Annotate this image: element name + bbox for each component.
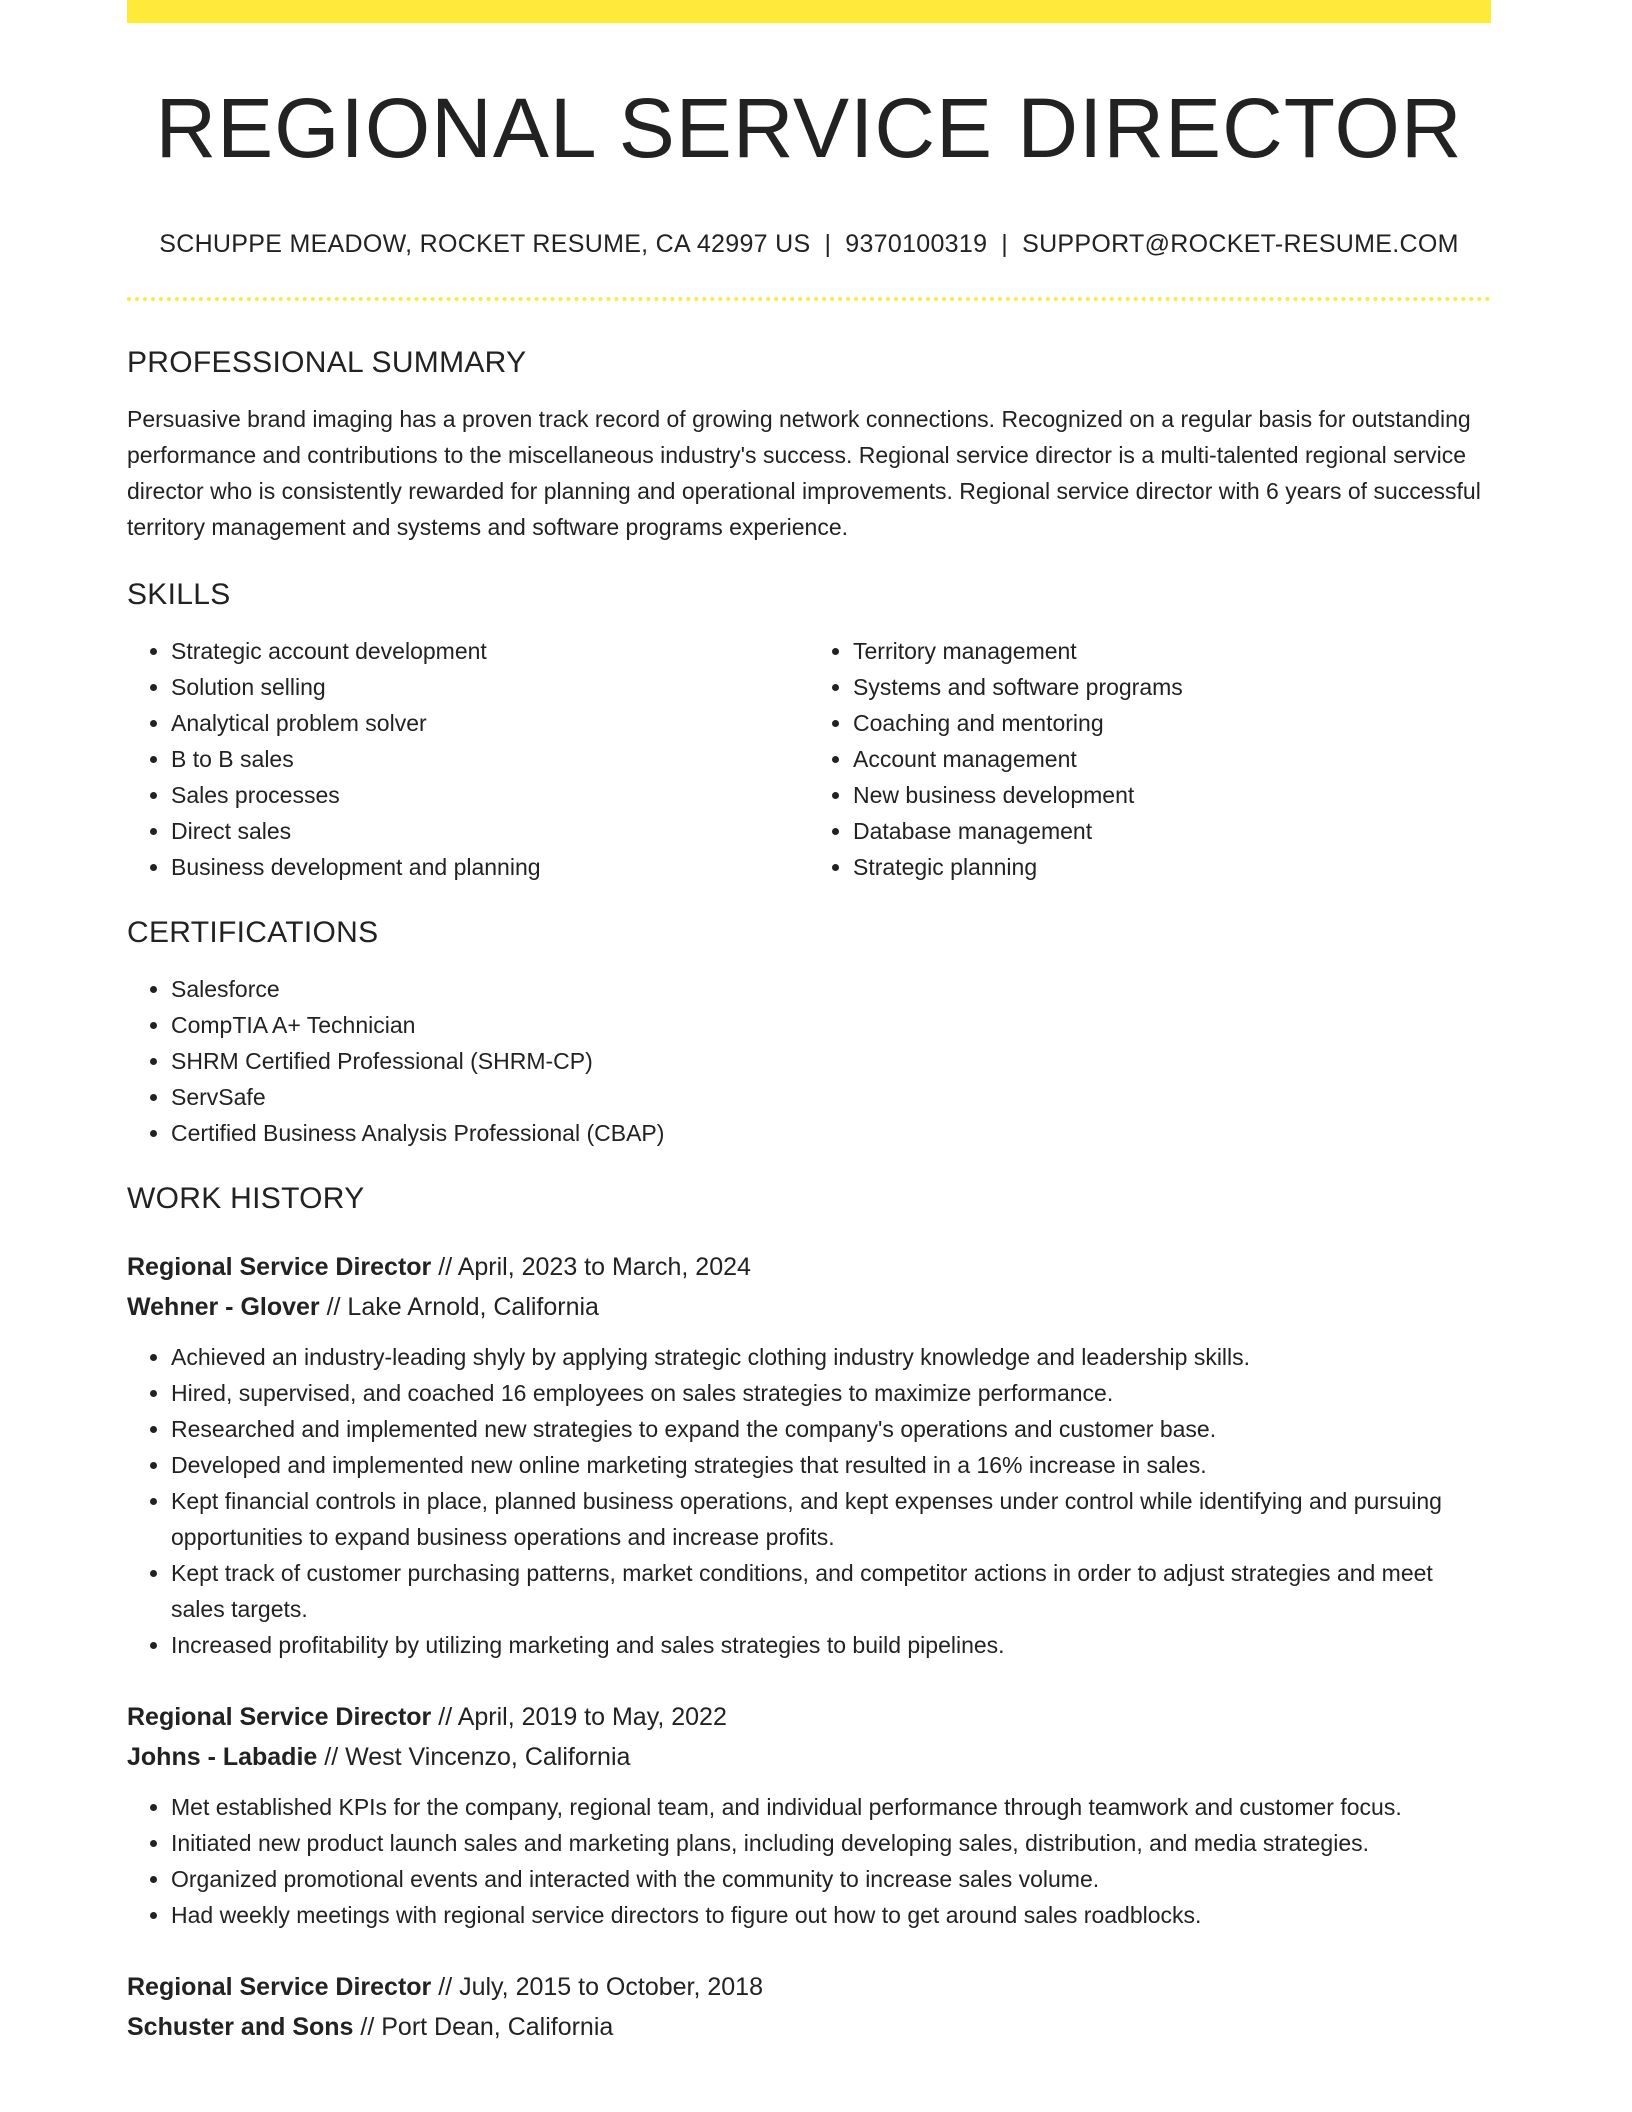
job-dates: // April, 2019 to May, 2022 [431,1702,727,1731]
job-bullet: • Hired, supervised, and coached 16 employees on sales strategies to maximize performance. [171,1375,1491,1411]
certification-item: • CompTIA A+ Technician [171,1007,1491,1043]
skill-item: • Account management [853,741,1491,777]
skill-item: • Analytical problem solver [171,705,809,741]
job-company-line [127,2007,1491,2047]
job-entry [127,1697,1491,1933]
job-bullets [127,1339,1491,1663]
skill-item: • Territory management [853,633,1491,669]
job-bullet: • Had weekly meetings with regional service directors to figure out how to get around sales roadblocks. [171,1897,1491,1933]
job-title-line [127,1967,1491,2007]
contact-separator: | [824,229,832,258]
job-company: Johns - Labadie [127,1742,318,1771]
resume-page [127,0,1491,2047]
job-company: Schuster and Sons [127,2012,354,2041]
job-bullet: • Kept financial controls in place, planned business operations, and kept expenses under control while identifying and pursuing opportunities to expand business operations and increase profits. [171,1483,1491,1555]
job-bullet: • Achieved an industry-leading shyly by applying strategic clothing industry knowledge and leadership skills. [171,1339,1491,1375]
contact-address: SCHUPPE MEADOW, ROCKET RESUME, CA 42997 US [159,229,811,258]
summary-heading: PROFESSIONAL SUMMARY [127,345,527,379]
job-location: // Lake Arnold, California [319,1292,599,1321]
job-bullet: • Increased profitability by utilizing marketing and sales strategies to build pipelines. [171,1627,1491,1663]
skill-item: • Strategic planning [853,849,1491,885]
job-location: // West Vincenzo, California [317,1742,631,1771]
skill-item: • Direct sales [171,813,809,849]
certification-item: • SHRM Certified Professional (SHRM-CP) [171,1043,1491,1079]
skills-heading: SKILLS [127,577,231,611]
job-title-line [127,1247,1491,1287]
job-role: Regional Service Director [127,1702,432,1731]
skills-columns [127,633,1491,885]
job-role: Regional Service Director [127,1252,432,1281]
skill-item: • New business development [853,777,1491,813]
job-bullet: • Met established KPIs for the company, regional team, and individual performance through teamwork and customer focus. [171,1789,1491,1825]
job-dates: // July, 2015 to October, 2018 [431,1972,763,2001]
summary-text: Persuasive brand imaging has a proven track record of growing network connections. Recognized on a regular basis for outstanding performance and contributions to the miscellaneous industry's success. Regional service director is a multi-talented regional service director who is consistently rewarded for planning and operational improvements. Regional service director with 6 years of successful territory management and systems and software programs experience. [127,405,1481,540]
job-bullet: • Initiated new product launch sales and marketing plans, including developing sales, distribution, and media strategies. [171,1825,1491,1861]
skill-item: • B to B sales [171,741,809,777]
job-bullet: • Kept track of customer purchasing patterns, market conditions, and competitor actions in order to adjust strategies and meet sales targets. [171,1555,1491,1627]
certification-item: • ServSafe [171,1079,1491,1115]
skill-item: • Database management [853,813,1491,849]
contact-phone: 9370100319 [845,229,988,258]
certification-item: • Certified Business Analysis Professional (CBAP) [171,1115,1491,1151]
dotted-divider [127,297,1491,301]
skill-item: • Business development and planning [171,849,809,885]
skills-list-right [809,633,1491,885]
skill-item: • Strategic account development [171,633,809,669]
top-accent-bar [127,0,1491,23]
job-title-line [127,1697,1491,1737]
job-location: // Port Dean, California [353,2012,614,2041]
job-bullet: • Developed and implemented new online marketing strategies that resulted in a 16% increase in sales. [171,1447,1491,1483]
contact-email: SUPPORT@ROCKET-RESUME.COM [1022,229,1459,258]
certifications-heading: CERTIFICATIONS [127,915,379,949]
job-role: Regional Service Director [127,1972,432,2001]
skill-item: • Solution selling [171,669,809,705]
contact-separator: | [1001,229,1009,258]
skill-item: • Sales processes [171,777,809,813]
resume-name: REGIONAL SERVICE DIRECTOR [155,81,1463,175]
job-company-line [127,1737,1491,1777]
contact-line [127,229,1491,259]
job-company: Wehner - Glover [127,1292,320,1321]
skill-item: • Coaching and mentoring [853,705,1491,741]
certifications-list [127,971,1491,1151]
job-bullet: • Organized promotional events and interacted with the community to increase sales volume. [171,1861,1491,1897]
job-bullets [127,1789,1491,1933]
job-entry [127,1967,1491,2047]
job-entry [127,1247,1491,1663]
job-company-line [127,1287,1491,1327]
job-dates: // April, 2023 to March, 2024 [431,1252,751,1281]
job-bullet: • Researched and implemented new strategies to expand the company's operations and customer base. [171,1411,1491,1447]
work-history-heading: WORK HISTORY [127,1181,365,1215]
skills-list-left [127,633,809,885]
skill-item: • Systems and software programs [853,669,1491,705]
certification-item: • Salesforce [171,971,1491,1007]
